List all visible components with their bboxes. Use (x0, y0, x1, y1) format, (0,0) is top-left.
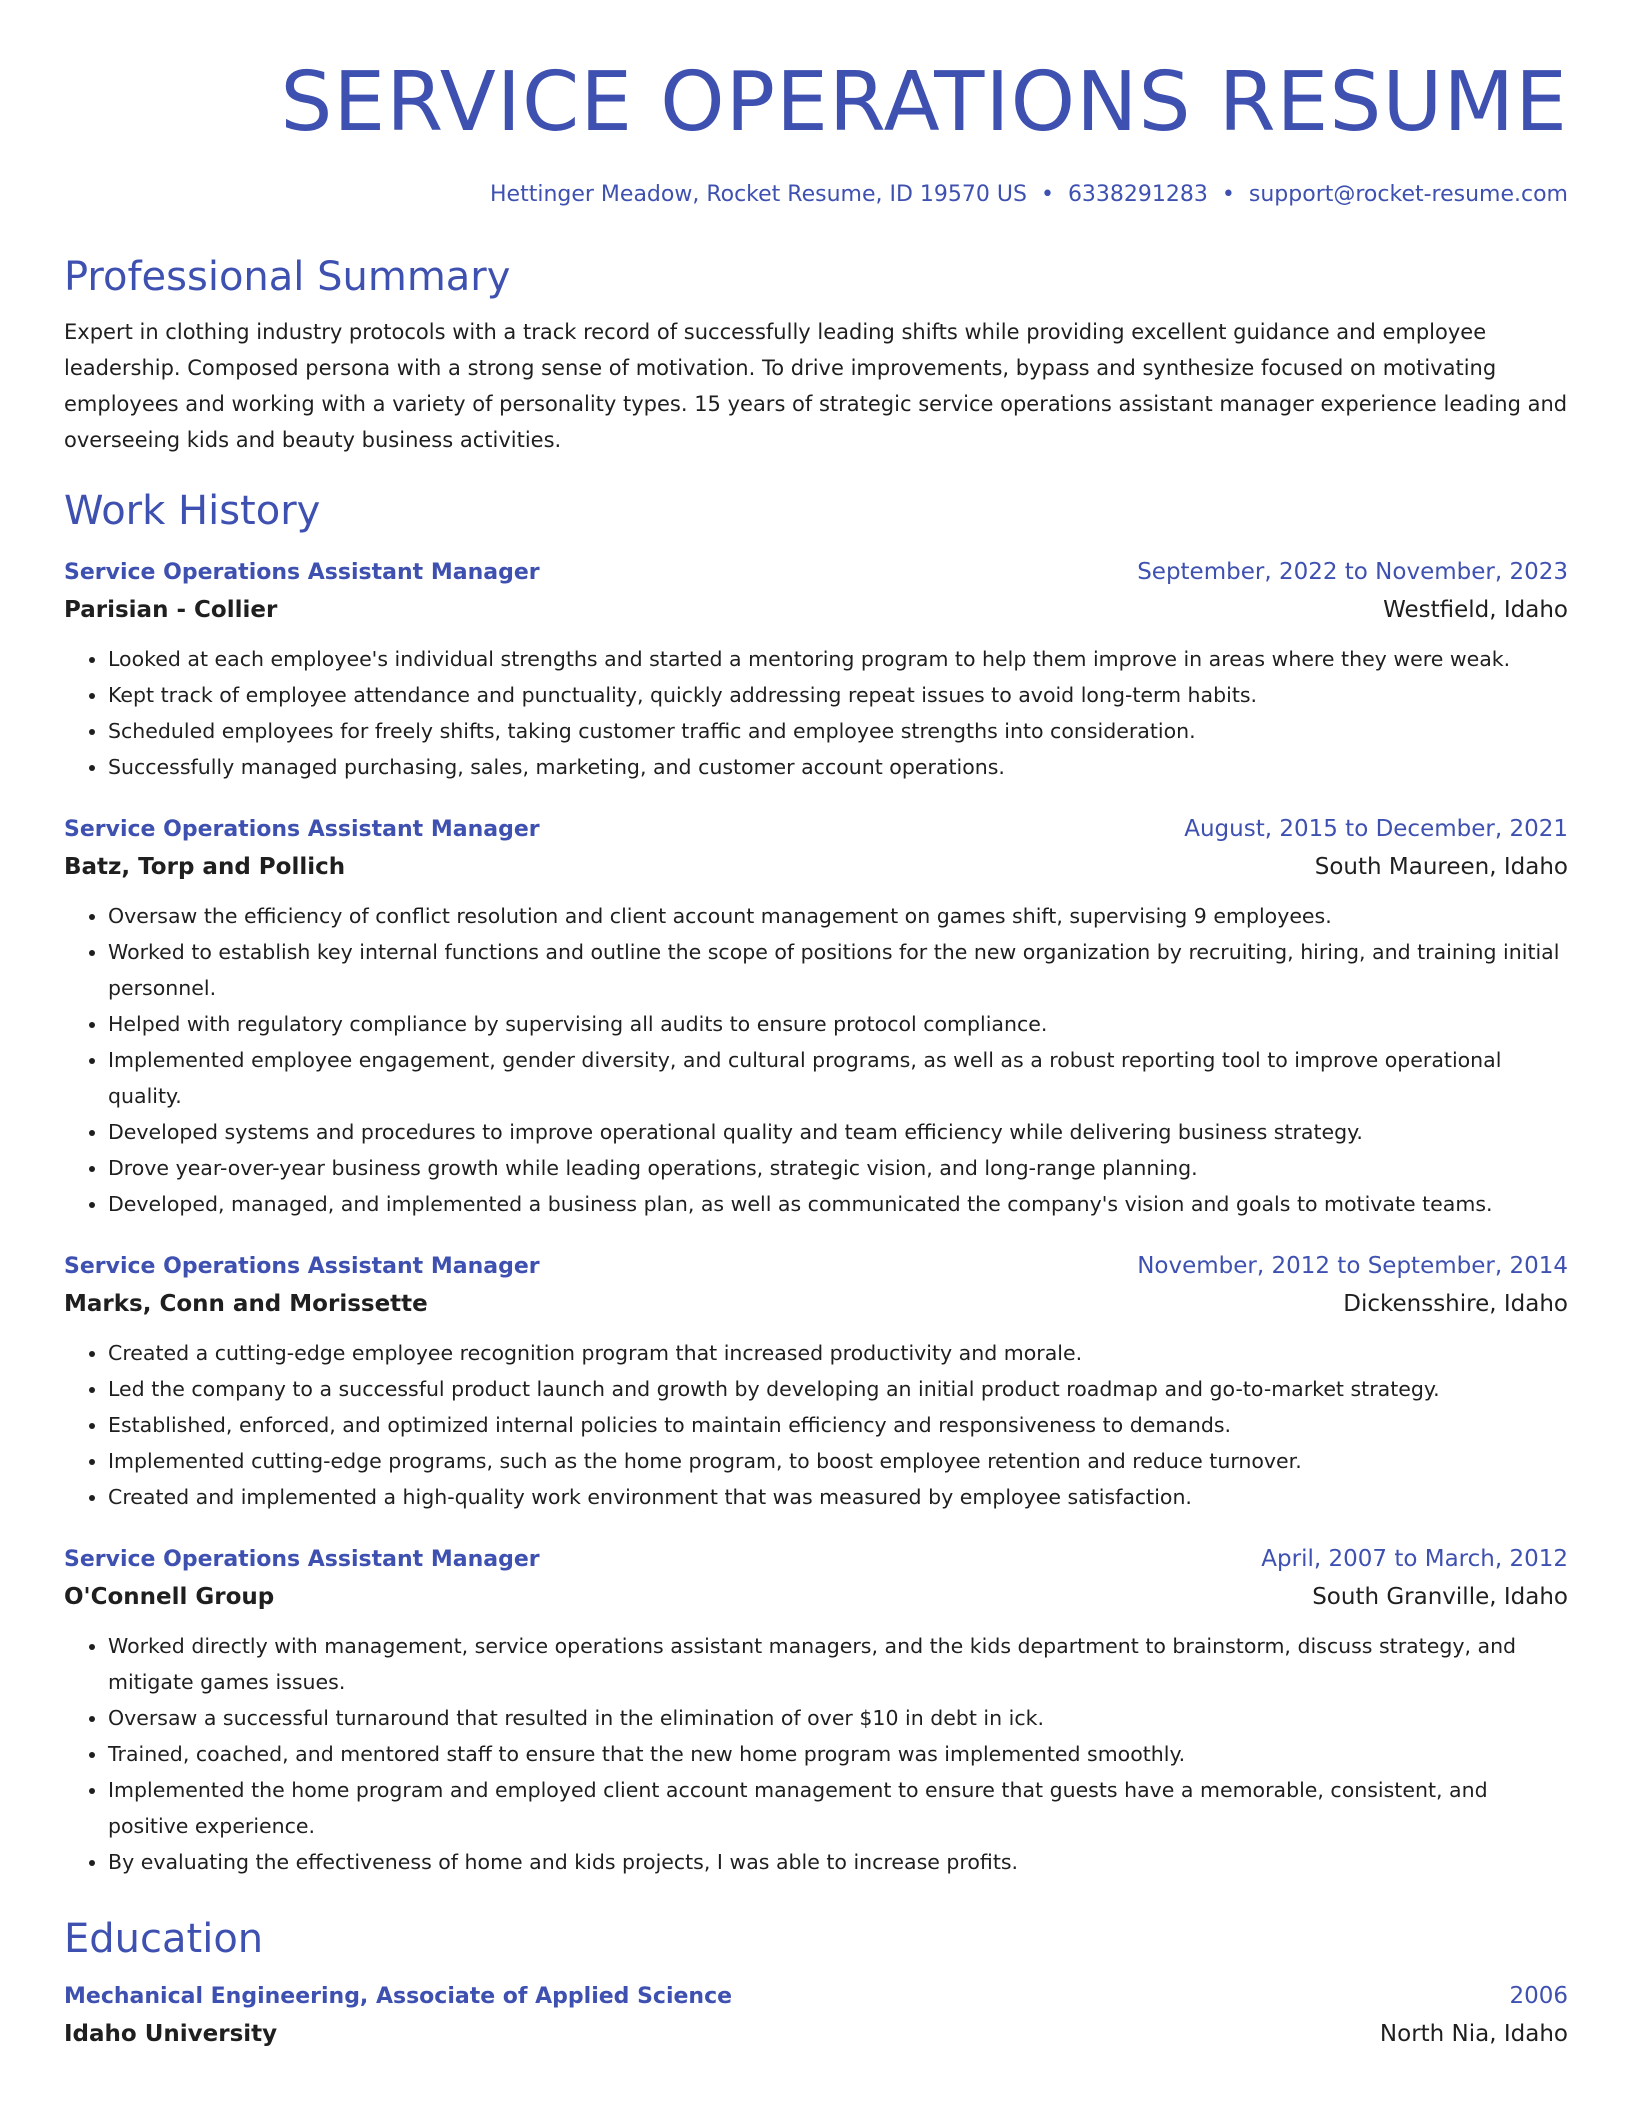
job-bullet: • Oversaw the efficiency of conflict resolution and client account management on games shift, supervising 9 employees. (108, 898, 1568, 934)
education-school: Idaho University (64, 2021, 278, 2047)
job-company-row (64, 1285, 1568, 1323)
contact-address: Hettinger Meadow, Rocket Resume, ID 19570 US (490, 182, 1027, 207)
job-header-row (64, 1541, 1568, 1578)
job-bullet: • Oversaw a successful turnaround that resulted in the elimination of over $10 in debt in ick. (108, 1700, 1568, 1736)
job-bullet: • Led the company to a successful product launch and growth by developing an initial product roadmap and go-to-market strategy. (108, 1371, 1568, 1407)
job-entry (64, 1248, 1568, 1515)
resume-title: SERVICE OPERATIONS RESUME (280, 55, 1568, 150)
job-bullets (64, 1335, 1568, 1515)
job-bullet: • By evaluating the effectiveness of home and kids projects, I was able to increase profits. (108, 1844, 1568, 1880)
job-location: South Granville, Idaho (1312, 1584, 1568, 1610)
job-company: Batz, Torp and Pollich (64, 854, 346, 880)
job-location: South Maureen, Idaho (1314, 854, 1568, 880)
contact-separator: • (1040, 182, 1054, 207)
contact-email: support@rocket-resume.com (1248, 182, 1568, 207)
job-dates: April, 2007 to March, 2012 (1261, 1546, 1568, 1572)
job-entry (64, 554, 1568, 785)
education-location: North Nia, Idaho (1379, 2021, 1568, 2047)
job-bullet: • Implemented employee engagement, gender diversity, and cultural programs, as well as a robust reporting tool to improve operational quality. (108, 1042, 1568, 1114)
job-bullets (64, 1628, 1568, 1880)
education-heading: Education (64, 1916, 264, 1962)
education-degree: Mechanical Engineering, Associate of Applied Science (64, 1984, 733, 2009)
job-bullet: • Worked to establish key internal functions and outline the scope of positions for the new organization by recruiting, hiring, and training initial personnel. (108, 934, 1568, 1006)
contact-line (64, 180, 1568, 210)
job-bullet: • Developed systems and procedures to improve operational quality and team efficiency while delivering business strategy. (108, 1114, 1568, 1150)
job-company-row (64, 1578, 1568, 1616)
contact-separator: • (1221, 182, 1235, 207)
education-school-row (64, 2015, 1568, 2053)
job-company: Marks, Conn and Morissette (64, 1291, 428, 1317)
job-list (64, 554, 1568, 1880)
job-title: Service Operations Assistant Manager (64, 560, 540, 585)
job-title: Service Operations Assistant Manager (64, 817, 540, 842)
job-entry (64, 1541, 1568, 1880)
job-bullet: • Developed, managed, and implemented a business plan, as well as communicated the company's vision and goals to motivate teams. (108, 1186, 1568, 1222)
job-bullet: • Established, enforced, and optimized internal policies to maintain efficiency and responsiveness to demands. (108, 1407, 1568, 1443)
job-bullet: • Drove year-over-year business growth while leading operations, strategic vision, and long-range planning. (108, 1150, 1568, 1186)
education-list (64, 1978, 1568, 2053)
job-header-row (64, 1248, 1568, 1285)
job-company: Parisian - Collier (64, 597, 278, 623)
job-company-row (64, 848, 1568, 886)
education-entry (64, 1978, 1568, 2053)
job-header-row (64, 554, 1568, 591)
job-title: Service Operations Assistant Manager (64, 1254, 540, 1279)
job-bullet: • Implemented the home program and employed client account management to ensure that guests have a memorable, consistent, and positive experience. (108, 1772, 1568, 1844)
job-title: Service Operations Assistant Manager (64, 1547, 540, 1572)
resume-page (64, 0, 1568, 2053)
education-header-row (64, 1978, 1568, 2015)
job-bullets (64, 641, 1568, 785)
job-dates: September, 2022 to November, 2023 (1137, 559, 1568, 585)
job-bullet: • Successfully managed purchasing, sales, marketing, and customer account operations. (108, 749, 1568, 785)
summary-heading: Professional Summary (64, 254, 511, 300)
job-header-row (64, 811, 1568, 848)
job-bullet: • Scheduled employees for freely shifts, taking customer traffic and employee strengths into consideration. (108, 713, 1568, 749)
job-bullet: • Kept track of employee attendance and punctuality, quickly addressing repeat issues to avoid long-term habits. (108, 677, 1568, 713)
education-year: 2006 (1509, 1983, 1568, 2009)
job-bullet: • Looked at each employee's individual strengths and started a mentoring program to help them improve in areas where they were weak. (108, 641, 1568, 677)
job-location: Dickensshire, Idaho (1343, 1291, 1568, 1317)
job-location: Westfield, Idaho (1383, 597, 1568, 623)
job-entry (64, 811, 1568, 1222)
job-bullet: • Created and implemented a high-quality work environment that was measured by employee satisfaction. (108, 1479, 1568, 1515)
job-bullets (64, 898, 1568, 1222)
job-company: O'Connell Group (64, 1584, 275, 1610)
job-bullet: • Implemented cutting-edge programs, such as the home program, to boost employee retention and reduce turnover. (108, 1443, 1568, 1479)
summary-text: Expert in clothing industry protocols with a track record of successfully leading shifts while providing excellent guidance and employee leadership. Composed persona with a strong sense of motivation. To drive improvements, bypass and synthesize focused on motivating employees and working with a variety of personality types. 15 years of strategic service operations assistant manager experience leading and overseeing kids and beauty business activities. (64, 320, 1568, 452)
job-bullet: • Created a cutting-edge employee recognition program that increased productivity and morale. (108, 1335, 1568, 1371)
contact-phone: 6338291283 (1067, 182, 1208, 207)
job-bullet: • Trained, coached, and mentored staff to ensure that the new home program was implemented smoothly. (108, 1736, 1568, 1772)
job-company-row (64, 591, 1568, 629)
job-dates: November, 2012 to September, 2014 (1137, 1253, 1568, 1279)
job-bullet: • Helped with regulatory compliance by supervising all audits to ensure protocol compliance. (108, 1006, 1568, 1042)
job-bullet: • Worked directly with management, service operations assistant managers, and the kids department to brainstorm, discuss strategy, and mitigate games issues. (108, 1628, 1568, 1700)
job-dates: August, 2015 to December, 2021 (1184, 816, 1568, 842)
work-history-heading: Work History (64, 488, 321, 534)
